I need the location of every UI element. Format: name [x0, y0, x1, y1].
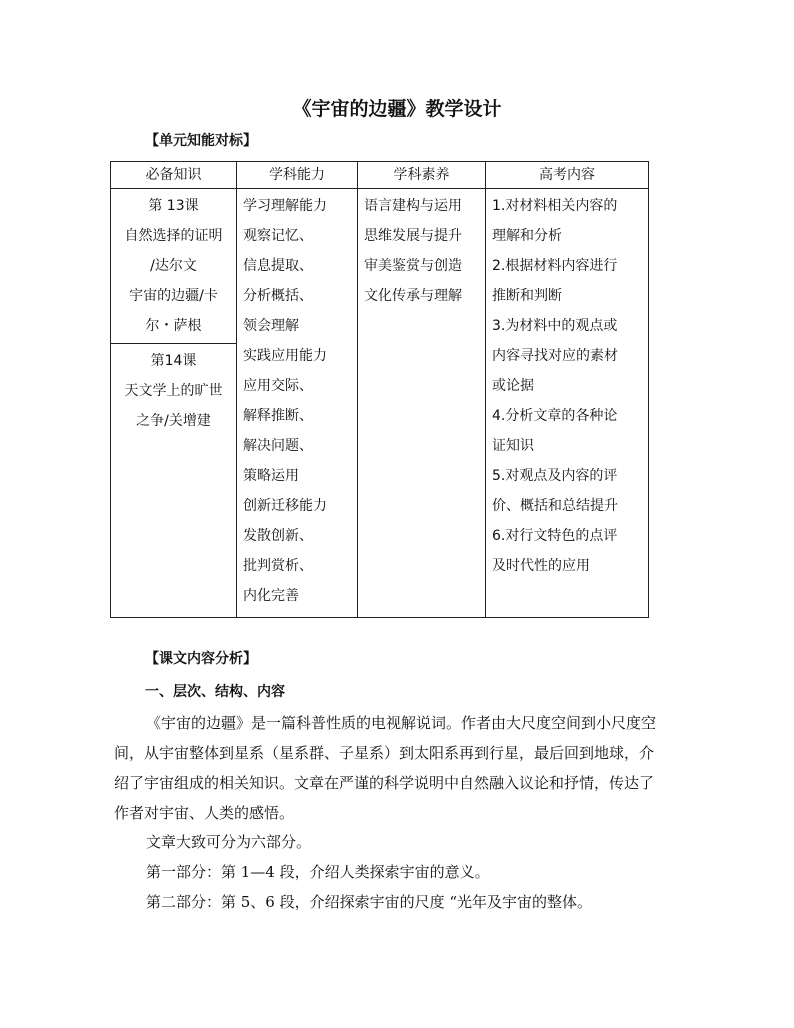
table-cell-line: 宇宙的边疆/卡: [129, 288, 218, 304]
table-cell-line: 及时代性的应用: [492, 558, 590, 574]
table-cell-line: 审美鉴赏与创造: [364, 258, 462, 274]
table-cell-line: 语言建构与运用: [364, 198, 462, 214]
table-cell-line: 分析概括、: [243, 288, 313, 304]
table-cell-line: 6.对行文特色的点评: [492, 528, 618, 544]
table-cell-line: 文化传承与理解: [364, 288, 462, 304]
table-cell-line: 3.为材料中的观点或: [492, 318, 618, 334]
table-header-cell: 必备知识: [111, 162, 237, 189]
table-header-cell: 学科素养: [358, 162, 486, 189]
table-cell-line: 内化完善: [243, 588, 299, 604]
lesson-13-block: [111, 189, 236, 343]
paragraph-part-two: [114, 887, 654, 917]
paragraph-line: 文章大致可分为六部分。: [146, 833, 312, 851]
table-cell-line: 内容寻找对应的素材: [492, 348, 618, 364]
table-cell-line: /达尔文: [150, 258, 197, 274]
table-cell-line: 1.对材料相关内容的: [492, 198, 618, 214]
table-cell-line: 领会理解: [243, 318, 299, 334]
table-cell-line: 天文学上的旷世: [124, 383, 223, 399]
table-row: [111, 189, 649, 618]
table-cell-line: 第14课: [150, 353, 197, 369]
paragraph-line: 绍了宇宙组成的相关知识。文章在严谨的科学说明中自然融入议论和抒情，传达了: [114, 774, 655, 792]
table-cell-line: 尔・萨根: [145, 318, 202, 334]
subsection-heading: 一、层次、结构、内容: [145, 684, 285, 700]
table-cell-line: 第 13课: [148, 198, 199, 214]
table-cell-line: 创新迁移能力: [243, 498, 327, 514]
table-cell-line: 策略运用: [243, 468, 299, 484]
paragraph-line: 《宇宙的边疆》是一篇科普性质的电视解说词。作者由大尺度空间到小尺度空: [146, 714, 657, 732]
table-cell-line: 推断和判断: [492, 288, 562, 304]
section-heading-text-analysis: 【课文内容分析】: [145, 651, 257, 667]
table-cell-line: 或论据: [492, 378, 534, 394]
section-heading-unit-standards: 【单元知能对标】: [145, 133, 257, 149]
table-header-cell: 高考内容: [486, 162, 649, 189]
exam-content-cell: [486, 189, 649, 618]
table-cell-line: 4.分析文章的各种论: [492, 408, 618, 424]
table-cell-line: 应用交际、: [243, 378, 313, 394]
table-cell-line: 解释推断、: [243, 408, 313, 424]
table-cell-line: 观察记忆、: [243, 228, 313, 244]
paragraph-line: 第二部分：第 5、6 段，介绍探索宇宙的尺度 “光年及宇宙的整体。: [146, 893, 593, 911]
paragraph-intro: [114, 708, 657, 828]
table-cell-line: 证知识: [492, 438, 534, 454]
table-cell-line: 自然选择的证明: [124, 228, 223, 244]
table-cell-line: 批判赏析、: [243, 558, 313, 574]
required-knowledge-cell: [111, 189, 237, 618]
lesson-14-block: [111, 343, 236, 438]
table-cell-line: 5.对观点及内容的评: [492, 468, 618, 484]
paragraph-line: 间，从宇宙整体到星系（星系群、子星系）到太阳系再到行星，最后回到地球，介: [114, 744, 655, 762]
paragraph-part-one: [114, 857, 654, 887]
document-title: 《宇宙的边疆》教学设计: [292, 98, 502, 120]
standards-table: [110, 161, 649, 618]
table-cell-line: 信息提取、: [243, 258, 313, 274]
table-cell-line: 价、概括和总结提升: [492, 498, 618, 514]
table-cell-line: 理解和分析: [492, 228, 562, 244]
table-cell-line: 学习理解能力: [243, 198, 327, 214]
table-header-row: [111, 162, 649, 189]
subject-literacy-cell: [358, 189, 486, 618]
paragraph-line: 作者对宇宙、人类的感悟。: [114, 804, 295, 822]
table-cell-line: 思维发展与提升: [364, 228, 462, 244]
paragraph-line: 第一部分：第 1—4 段，介绍人类探索宇宙的意义。: [146, 863, 490, 881]
table-cell-line: 发散创新、: [243, 528, 313, 544]
table-cell-line: 实践应用能力: [243, 348, 327, 364]
table-cell-line: 2.根据材料内容进行: [492, 258, 618, 274]
table-header-cell: 学科能力: [237, 162, 358, 189]
table-cell-line: 解决问题、: [243, 438, 313, 454]
table-cell-line: 之争/关增建: [136, 413, 211, 429]
subject-ability-cell: [237, 189, 358, 618]
paragraph-structure: [114, 827, 654, 857]
